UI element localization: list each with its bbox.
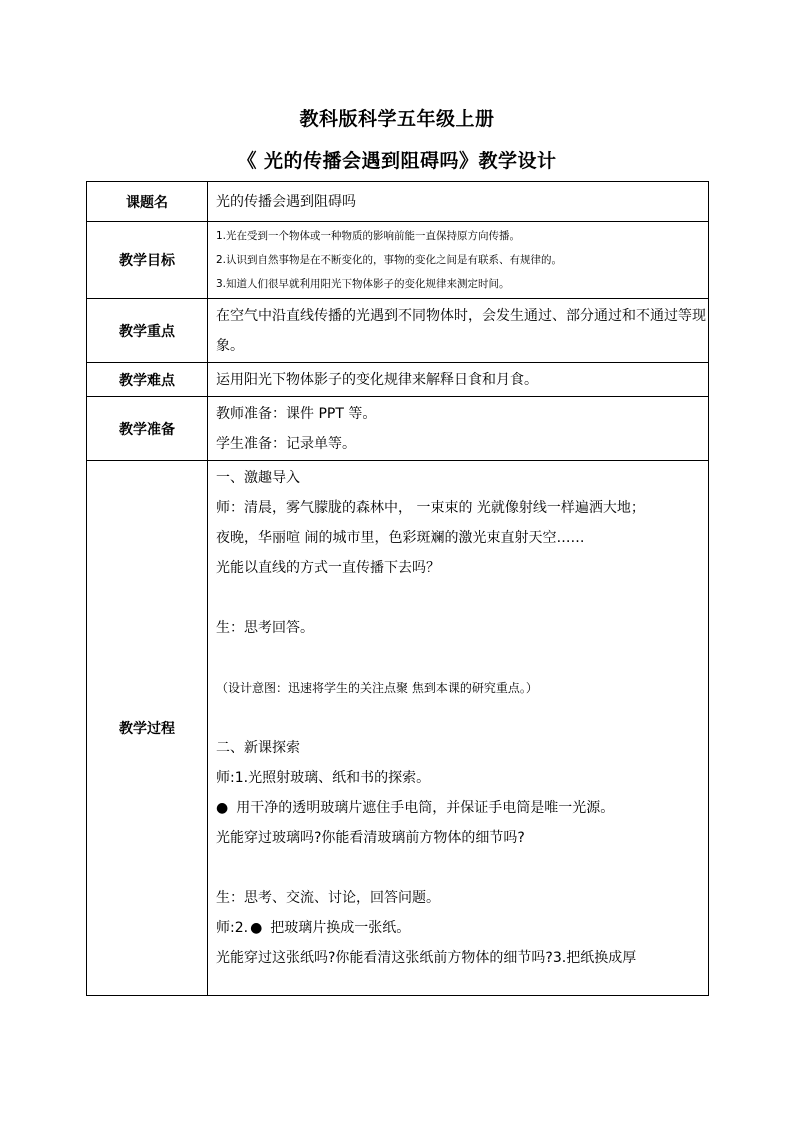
document-title: 教科版科学五年级上册 (299, 108, 495, 130)
goal-item: 2.认识到自然事物是在不断变化的，事物的变化之间是有联系、有规律的。 (216, 254, 563, 266)
bullet-icon: ● (250, 920, 263, 936)
section-heading: 一、激趣导入 (216, 470, 300, 486)
difficulties-value: 运用阳光下物体影子的变化规律来解释日食和月食。 (216, 371, 538, 388)
key-points-line: 象。 (216, 337, 244, 354)
cell-goals (208, 222, 709, 299)
cell-process (208, 461, 709, 996)
teacher-preparation: 教师准备：课件 PPT 等。 (216, 405, 377, 422)
label-goals: 教学目标 (87, 222, 208, 299)
row-preparation (87, 397, 709, 461)
cell-key-points (208, 299, 709, 363)
cell-preparation (208, 397, 709, 461)
teacher-step-prefix: 师:2. (216, 920, 249, 936)
cell-difficulties (208, 363, 709, 397)
section-heading: 二、新课探索 (216, 740, 300, 756)
row-difficulties (87, 363, 709, 397)
bullet-icon: ● (216, 800, 229, 816)
row-topic (87, 182, 709, 222)
label-process: 教学过程 (87, 461, 208, 996)
process-question: 光能以直线的方式一直传播下去吗？ (216, 560, 440, 576)
process-text: 夜晚，华丽喧 闹的城市里，色彩斑斓的激光束直射天空…… (216, 530, 585, 546)
lesson-plan-table (86, 181, 709, 996)
design-intent-note: （设计意图：迅速将学生的关注点聚 焦到本课的研究重点。） (216, 681, 538, 695)
label-key-points: 教学重点 (87, 299, 208, 363)
row-key-points (87, 299, 709, 363)
label-difficulties: 教学难点 (87, 363, 208, 397)
topic-value: 光的传播会遇到阻碍吗 (216, 193, 356, 210)
process-text (216, 913, 704, 943)
bullet-item (216, 793, 704, 823)
process-text: 师:1.光照射玻璃、纸和书的探索。 (216, 770, 431, 786)
spacer (216, 853, 704, 883)
label-preparation: 教学准备 (87, 397, 208, 461)
spacer (216, 583, 704, 613)
cell-topic (208, 182, 709, 222)
label-topic: 课题名 (87, 182, 208, 222)
process-question: 光能穿过这张纸吗?你能看清这张纸前方物体的细节吗?3.把纸换成厚 (216, 950, 637, 966)
student-response: 生：思考、交流、讨论，回答问题。 (216, 890, 440, 906)
row-process (87, 461, 709, 996)
key-points-line: 在空气中沿直线传播的光遇到不同物体时，会发生通过、部分通过和不通过等现 (216, 307, 706, 324)
student-response: 生：思考回答。 (216, 620, 314, 636)
bullet-text: 用干净的透明玻璃片遮住手电筒，并保证手电筒是唯一光源。 (236, 800, 615, 816)
process-question: 光能穿过玻璃吗?你能看清玻璃前方物体的细节吗? (216, 830, 525, 846)
spacer (216, 643, 704, 673)
process-text: 师：清晨，雾气朦胧的森林中， 一束束的 光就像射线一样遍洒大地； (216, 500, 645, 516)
goal-item: 3.知道人们很早就利用阳光下物体影子的变化规律来测定时间。 (216, 278, 510, 290)
student-preparation: 学生准备：记录单等。 (216, 435, 356, 452)
bullet-text: 把玻璃片换成一张纸。 (270, 920, 411, 936)
goal-item: 1.光在受到一个物体或一种物质的影响前能一直保持原方向传播。 (216, 230, 521, 242)
document-subtitle: 《 光的传播会遇到阻碍吗》教学设计 (237, 150, 557, 172)
spacer (216, 703, 704, 733)
row-goals (87, 222, 709, 299)
